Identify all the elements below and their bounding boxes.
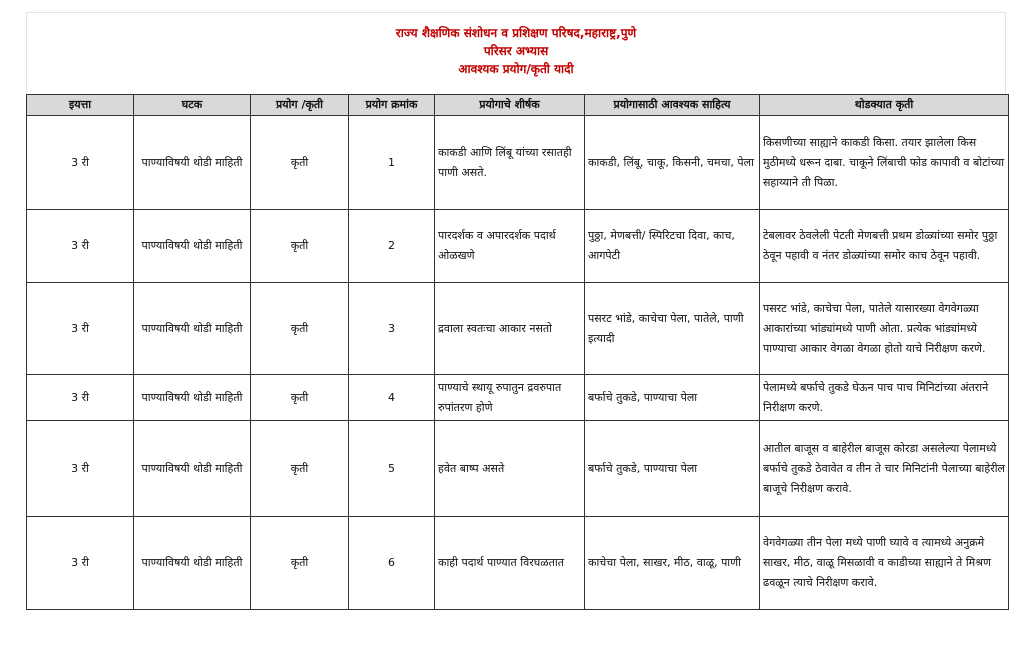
cell-unit: पाण्याविषयी थोडी माहिती <box>134 210 251 283</box>
cell-procedure: पेलामध्ये बर्फाचे तुकडे घेऊन पाच पाच मिनिटांच्या अंतराने निरीक्षण करणे. <box>760 375 1009 421</box>
header-materials: प्रयोगासाठी आवश्यक साहित्य <box>585 95 760 116</box>
cell-number: 2 <box>349 210 435 283</box>
table-row <box>27 375 1009 421</box>
document-title-block <box>26 12 1006 94</box>
cell-materials: पसरट भांडे, काचेचा पेला, पातेले, पाणी इत्यादी <box>585 283 760 375</box>
cell-unit: पाण्याविषयी थोडी माहिती <box>134 283 251 375</box>
cell-unit: पाण्याविषयी थोडी माहिती <box>134 517 251 610</box>
cell-materials: बर्फाचे तुकडे, पाण्याचा पेला <box>585 421 760 517</box>
cell-unit: पाण्याविषयी थोडी माहिती <box>134 375 251 421</box>
cell-title: काकडी आणि लिंबू यांच्या रसातही पाणी असते. <box>435 116 585 210</box>
experiments-table <box>26 94 1009 610</box>
table-row <box>27 283 1009 375</box>
cell-materials: काकडी, लिंबू, चाकू, किसनी, चमचा, पेला <box>585 116 760 210</box>
cell-title: काही पदार्थ पाण्यात विरघळतात <box>435 517 585 610</box>
cell-type: कृती <box>251 421 349 517</box>
header-number: प्रयोग क्रमांक <box>349 95 435 116</box>
cell-number: 5 <box>349 421 435 517</box>
cell-unit: पाण्याविषयी थोडी माहिती <box>134 116 251 210</box>
cell-number: 6 <box>349 517 435 610</box>
cell-materials: पुठ्ठा, मेणबत्ती/ स्पिरिटचा दिवा, काच, आगपेटी <box>585 210 760 283</box>
cell-procedure: पसरट भांडे, काचेचा पेला, पातेले यासारख्या वेगवेगळ्या आकारांच्या भांड्यांमध्ये पाणी ओता. प्रत्येक भांड्यांमध्ये पाण्याचा आकार वेगळा वेगळा होतो याचे निरीक्षण करणे. <box>760 283 1009 375</box>
cell-unit: पाण्याविषयी थोडी माहिती <box>134 421 251 517</box>
cell-type: कृती <box>251 283 349 375</box>
table-row <box>27 421 1009 517</box>
cell-type: कृती <box>251 375 349 421</box>
header-type: प्रयोग /कृती <box>251 95 349 116</box>
cell-procedure: टेबलावर ठेवलेली पेटती मेणबत्ती प्रथम डोळ्यांच्या समोर पुठ्ठा ठेवून पहावी व नंतर डोळ्यांच्या समोर काच ठेवून पहावी. <box>760 210 1009 283</box>
table-header-row <box>27 95 1009 116</box>
cell-materials: काचेचा पेला, साखर, मीठ, वाळू, पाणी <box>585 517 760 610</box>
cell-materials: बर्फाचे तुकडे, पाण्याचा पेला <box>585 375 760 421</box>
header-title: प्रयोगाचे शीर्षक <box>435 95 585 116</box>
cell-grade: 3 री <box>27 283 134 375</box>
cell-number: 1 <box>349 116 435 210</box>
cell-grade: 3 री <box>27 375 134 421</box>
table-row <box>27 517 1009 610</box>
header-unit: घटक <box>134 95 251 116</box>
cell-grade: 3 री <box>27 517 134 610</box>
cell-number: 4 <box>349 375 435 421</box>
cell-type: कृती <box>251 517 349 610</box>
cell-title: द्रवाला स्वतःचा आकार नसतो <box>435 283 585 375</box>
cell-procedure: किसणीच्या साह्याने काकडी किसा. तयार झालेला किस मुठीमध्ये धरून दाबा. चाकूने लिंबाची फोड कापावी व बोटांच्या सहाय्याने ती पिळा. <box>760 116 1009 210</box>
cell-title: पाण्याचे स्थायू रुपातुन द्रवरुपात रुपांतरण होणे <box>435 375 585 421</box>
table-row <box>27 116 1009 210</box>
cell-type: कृती <box>251 210 349 283</box>
cell-grade: 3 री <box>27 210 134 283</box>
cell-procedure: वेगवेगळ्या तीन पेला मध्ये पाणी घ्यावे व त्यामध्ये अनुक्रमे साखर, मीठ, वाळू मिसळावी व काडीच्या साह्याने ते मिश्रण ढवळून त्याचे निरीक्षण करावे. <box>760 517 1009 610</box>
cell-grade: 3 री <box>27 421 134 517</box>
table-row <box>27 210 1009 283</box>
subject-title: परिसर अभ्यास <box>483 44 549 58</box>
cell-number: 3 <box>349 283 435 375</box>
header-procedure: थोडक्यात कृती <box>760 95 1009 116</box>
cell-title: हवेत बाष्प असते <box>435 421 585 517</box>
cell-title: पारदर्शक व अपारदर्शक पदार्थ ओळखणे <box>435 210 585 283</box>
header-grade: इयत्ता <box>27 95 134 116</box>
cell-grade: 3 री <box>27 116 134 210</box>
council-title: राज्य शैक्षणिक संशोधन व प्रशिक्षण परिषद,महाराष्ट्र,पुणे <box>395 26 637 40</box>
cell-procedure: आतील बाजूस व बाहेरील बाजूस कोरडा असलेल्या पेलामध्ये बर्फाचे तुकडे ठेवावेत व तीन ते चार मिनिटांनी पेलाच्या बाहेरील बाजूचे निरीक्षण करावे. <box>760 421 1009 517</box>
list-title: आवश्यक प्रयोग/कृती यादी <box>458 62 574 76</box>
cell-type: कृती <box>251 116 349 210</box>
